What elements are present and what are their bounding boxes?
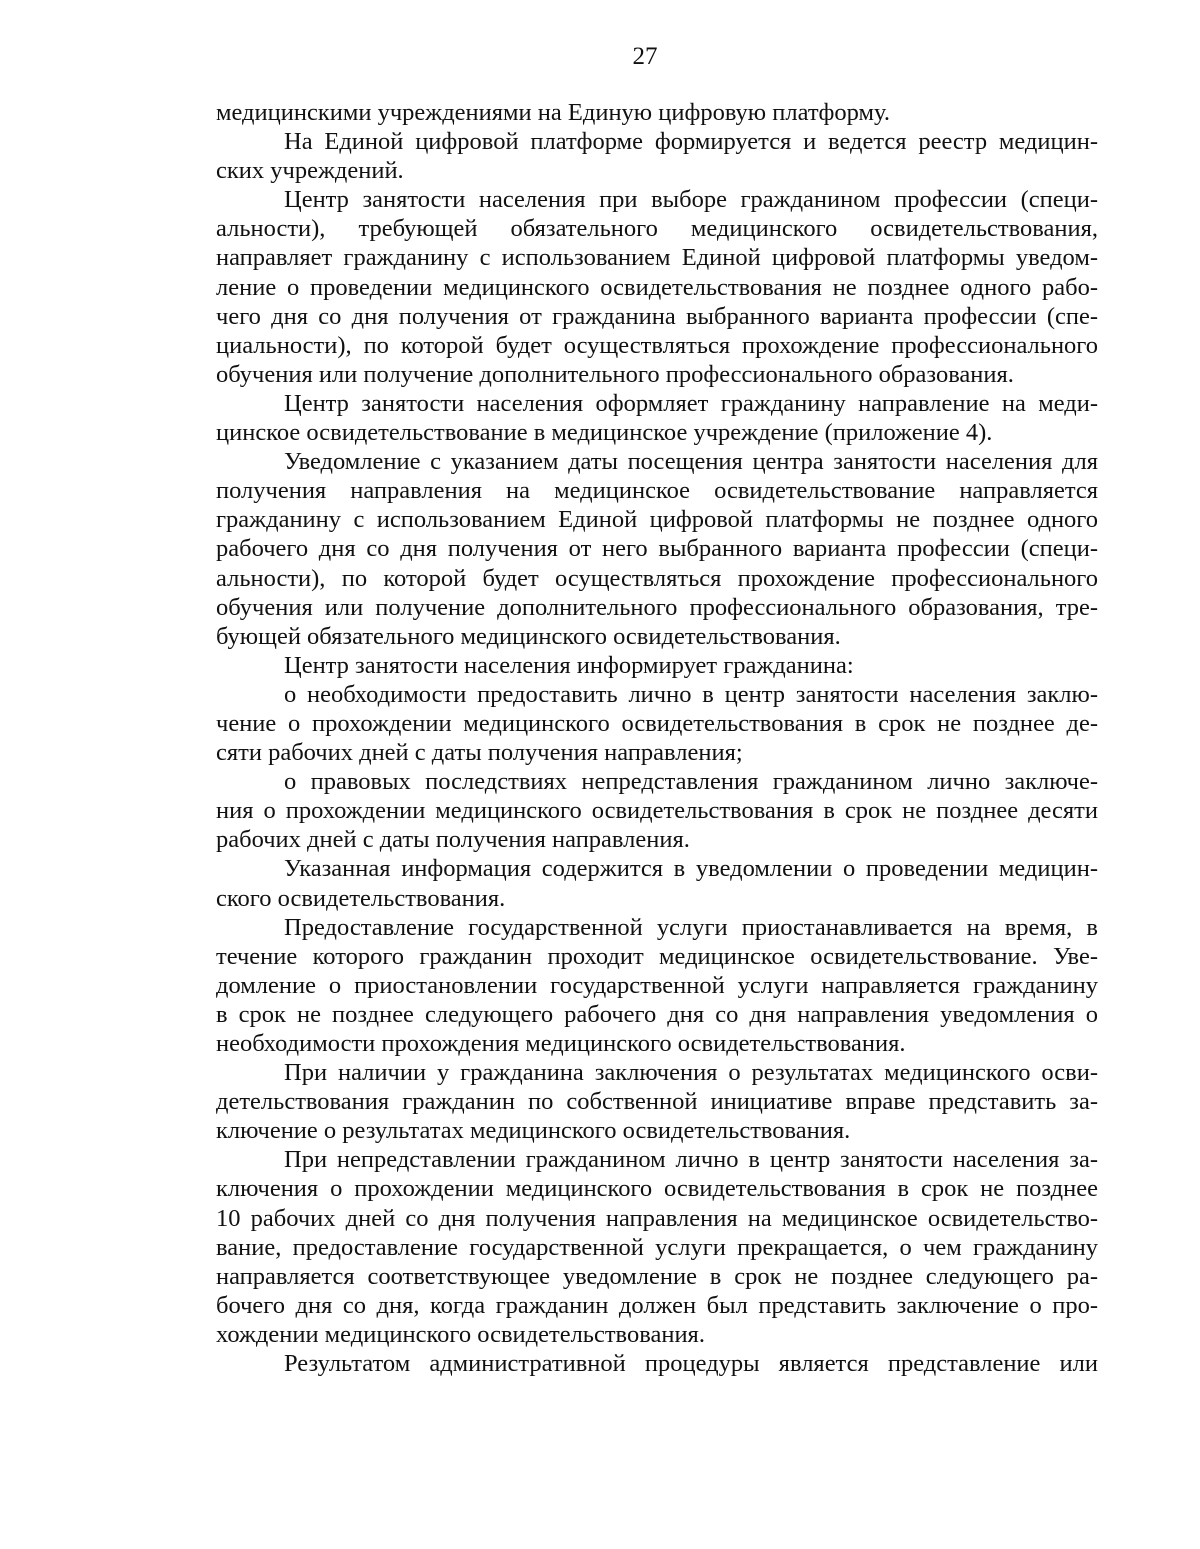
text-line: Центр занятости населения при выборе гражданином профессии (специ- bbox=[284, 186, 1098, 214]
text-line: гражданину с использованием Единой цифровой платформы не позднее одного bbox=[216, 506, 1098, 534]
text-line: Уведомление с указанием даты посещения центра занятости населения для bbox=[284, 448, 1098, 476]
text-line: При наличии у гражданина заключения о результатах медицинского осви- bbox=[284, 1059, 1098, 1087]
text-line: цинское освидетельствование в медицинское учреждение (приложение 4). bbox=[216, 419, 993, 447]
text-line: Центр занятости населения оформляет гражданину направление на меди- bbox=[284, 389, 1098, 417]
text-line: о необходимости предоставить лично в центр занятости населения заклю- bbox=[284, 680, 1098, 708]
page-number: 27 bbox=[632, 43, 658, 70]
text-line: обучения или получение дополнительного профессионального образования. bbox=[216, 360, 1014, 388]
text-line: 10 рабочих дней со дня получения направления на медицинское освидетельство- bbox=[216, 1204, 1098, 1232]
text-line: бочего дня со дня, когда гражданин должен был представить заключение о про- bbox=[216, 1291, 1098, 1319]
document-body bbox=[216, 98, 1098, 1378]
text-line: ских учреждений. bbox=[216, 157, 404, 185]
text-line: получения направления на медицинское освидетельствование направляется bbox=[216, 477, 1098, 505]
text-line: необходимости прохождения медицинского освидетельствования. bbox=[216, 1030, 906, 1057]
text-line: При непредставлении гражданином лично в центр занятости населения за- bbox=[284, 1146, 1098, 1174]
text-line: ключения о прохождении медицинского освидетельствования в срок не позднее bbox=[216, 1175, 1098, 1203]
text-line: течение которого гражданин проходит медицинское освидетельствование. Уве- bbox=[216, 942, 1098, 970]
text-line: рабочего дня со дня получения от него выбранного варианта профессии (специ- bbox=[216, 535, 1098, 563]
text-line: домление о приостановлении государственной услуги направляется гражданину bbox=[216, 971, 1098, 999]
text-line: обучения или получение дополнительного профессионального образования, тре- bbox=[216, 593, 1098, 621]
text-line: рабочих дней с даты получения направления. bbox=[216, 826, 690, 854]
text-line: о правовых последствиях непредставления гражданином лично заключе- bbox=[284, 768, 1098, 796]
text-line: бующей обязательного медицинского освидетельствования. bbox=[216, 622, 841, 650]
text-line: ния о прохождении медицинского освидетельствования в срок не позднее десяти bbox=[216, 797, 1098, 825]
text-line: ление о проведении медицинского освидетельствования не позднее одного рабо- bbox=[216, 273, 1098, 301]
text-line: циальности), по которой будет осуществляться прохождение профессионального bbox=[216, 331, 1098, 359]
text-line: в срок не позднее следующего рабочего дня со дня направления уведомления о bbox=[216, 1000, 1098, 1028]
text-line: На Единой цифровой платформе формируется и ведется реестр медицин- bbox=[284, 128, 1098, 156]
text-line: вание, предоставление государственной услуги прекращается, о чем гражданину bbox=[216, 1233, 1098, 1261]
text-line: Результатом административной процедуры является представление или bbox=[284, 1350, 1098, 1378]
text-line: чение о прохождении медицинского освидетельствования в срок не позднее де- bbox=[216, 709, 1098, 737]
text-line: медицинскими учреждениями на Единую цифровую платформу. bbox=[216, 99, 890, 126]
text-line: чего дня со дня получения от гражданина выбранного варианта профессии (спе- bbox=[216, 302, 1098, 330]
text-line: Предоставление государственной услуги приостанавливается на время, в bbox=[284, 913, 1098, 941]
text-line: ключение о результатах медицинского освидетельствования. bbox=[216, 1117, 851, 1145]
text-line: направляется соответствующее уведомление в срок не позднее следующего ра- bbox=[216, 1262, 1098, 1290]
text-line: направляет гражданину с использованием Единой цифровой платформы уведом- bbox=[216, 244, 1098, 272]
text-line: Центр занятости населения информирует гражданина: bbox=[284, 651, 854, 679]
text-line: альности), по которой будет осуществляться прохождение профессионального bbox=[216, 564, 1098, 592]
text-line: сяти рабочих дней с даты получения направления; bbox=[216, 739, 743, 767]
text-line: хождении медицинского освидетельствования. bbox=[216, 1320, 705, 1348]
text-line: детельствования гражданин по собственной инициативе вправе представить за- bbox=[216, 1088, 1098, 1116]
text-line: Указанная информация содержится в уведомлении о проведении медицин- bbox=[284, 855, 1098, 883]
text-line: альности), требующей обязательного медицинского освидетельствования, bbox=[216, 215, 1098, 243]
text-line: ского освидетельствования. bbox=[216, 884, 506, 912]
